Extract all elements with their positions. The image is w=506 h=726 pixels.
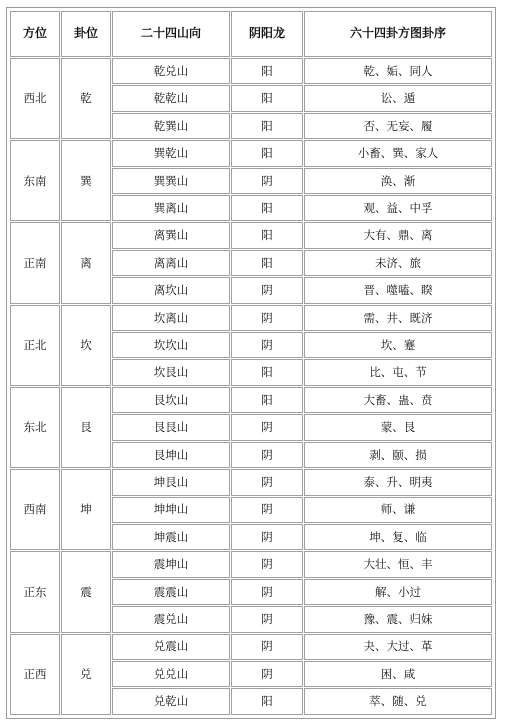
mountain-cell: 乾乾山 xyxy=(112,85,230,111)
table-row xyxy=(10,551,492,577)
mountain-cell: 坤坤山 xyxy=(112,497,230,523)
direction-cell: 西北 xyxy=(10,58,60,139)
table-row xyxy=(10,305,492,331)
mountain-cell: 兑震山 xyxy=(112,634,230,660)
yinyang-cell: 阴 xyxy=(231,661,303,687)
mountain-cell: 兑乾山 xyxy=(112,688,230,715)
header-direction: 方位 xyxy=(10,11,60,57)
hexagrams-cell: 比、屯、节 xyxy=(304,359,492,385)
hexagrams-cell: 剥、颐、损 xyxy=(304,442,492,468)
mountain-cell: 震坤山 xyxy=(112,551,230,577)
hexagrams-cell: 萃、随、兑 xyxy=(304,688,492,715)
yinyang-cell: 阳 xyxy=(231,113,303,139)
yinyang-cell: 阴 xyxy=(231,606,303,632)
yinyang-cell: 阳 xyxy=(231,222,303,248)
table-body xyxy=(10,58,492,715)
yinyang-cell: 阳 xyxy=(231,140,303,166)
hexagrams-cell: 乾、姤、同人 xyxy=(304,58,492,84)
hexagrams-cell: 豫、震、归妹 xyxy=(304,606,492,632)
yinyang-cell: 阳 xyxy=(231,359,303,385)
trigram-cell: 坎 xyxy=(61,305,111,386)
direction-cell: 正南 xyxy=(10,222,60,303)
mountain-cell: 坤震山 xyxy=(112,524,230,550)
mountain-cell: 离离山 xyxy=(112,250,230,276)
hexagrams-cell: 否、无妄、履 xyxy=(304,113,492,139)
header-hexagrams: 六十四卦方图卦序 xyxy=(304,11,492,57)
mountain-cell: 艮艮山 xyxy=(112,414,230,440)
mountain-cell: 艮坤山 xyxy=(112,442,230,468)
yinyang-cell: 阴 xyxy=(231,634,303,660)
table-row xyxy=(10,469,492,495)
yinyang-cell: 阳 xyxy=(231,195,303,221)
table-row xyxy=(10,58,492,84)
trigram-cell: 艮 xyxy=(61,387,111,468)
mountain-cell: 巽离山 xyxy=(112,195,230,221)
direction-cell: 东北 xyxy=(10,387,60,468)
hexagrams-cell: 讼、遁 xyxy=(304,85,492,111)
mountain-cell: 震震山 xyxy=(112,579,230,605)
mountain-cell: 离坎山 xyxy=(112,277,230,303)
mountain-cell: 巽巽山 xyxy=(112,168,230,194)
yinyang-cell: 阳 xyxy=(231,250,303,276)
table-frame xyxy=(6,7,496,719)
mountain-cell: 离巽山 xyxy=(112,222,230,248)
mountain-cell: 乾兑山 xyxy=(112,58,230,84)
table-row xyxy=(10,140,492,166)
hexagrams-cell: 大壮、恒、丰 xyxy=(304,551,492,577)
table-row xyxy=(10,387,492,413)
mountain-cell: 乾巽山 xyxy=(112,113,230,139)
hexagrams-cell: 坤、复、临 xyxy=(304,524,492,550)
mountain-cell: 坎艮山 xyxy=(112,359,230,385)
mountain-cell: 震兑山 xyxy=(112,606,230,632)
yinyang-cell: 阴 xyxy=(231,277,303,303)
direction-cell: 正北 xyxy=(10,305,60,386)
mountain-cell: 坎坎山 xyxy=(112,332,230,358)
yinyang-cell: 阴 xyxy=(231,332,303,358)
yinyang-cell: 阴 xyxy=(231,579,303,605)
direction-cell: 西南 xyxy=(10,469,60,550)
hexagrams-cell: 困、咸 xyxy=(304,661,492,687)
header-trigram: 卦位 xyxy=(61,11,111,57)
hexagrams-cell: 未济、旅 xyxy=(304,250,492,276)
hexagrams-cell: 观、益、中孚 xyxy=(304,195,492,221)
hexagrams-cell: 解、小过 xyxy=(304,579,492,605)
yinyang-cell: 阴 xyxy=(231,524,303,550)
hexagrams-cell: 蒙、艮 xyxy=(304,414,492,440)
yinyang-cell: 阴 xyxy=(231,414,303,440)
trigram-cell: 离 xyxy=(61,222,111,303)
trigram-cell: 乾 xyxy=(61,58,111,139)
yinyang-cell: 阴 xyxy=(231,551,303,577)
trigram-cell: 坤 xyxy=(61,469,111,550)
mountain-cell: 巽乾山 xyxy=(112,140,230,166)
yinyang-cell: 阳 xyxy=(231,387,303,413)
trigram-cell: 震 xyxy=(61,551,111,632)
table-row xyxy=(10,634,492,660)
direction-cell: 正东 xyxy=(10,551,60,632)
table-row xyxy=(10,222,492,248)
mountain-cell: 艮坎山 xyxy=(112,387,230,413)
yinyang-cell: 阴 xyxy=(231,469,303,495)
mountain-cell: 坤艮山 xyxy=(112,469,230,495)
mountain-cell: 兑兑山 xyxy=(112,661,230,687)
hexagrams-cell: 需、井、既济 xyxy=(304,305,492,331)
yinyang-cell: 阴 xyxy=(231,497,303,523)
hexagrams-cell: 大畜、蛊、贲 xyxy=(304,387,492,413)
hexagrams-cell: 涣、渐 xyxy=(304,168,492,194)
hexagrams-cell: 大有、鼎、离 xyxy=(304,222,492,248)
hexagrams-cell: 泰、升、明夷 xyxy=(304,469,492,495)
hexagrams-cell: 小畜、巽、家人 xyxy=(304,140,492,166)
trigram-cell: 巽 xyxy=(61,140,111,221)
yinyang-cell: 阳 xyxy=(231,688,303,715)
header-yinyang: 阴阳龙 xyxy=(231,11,303,57)
yinyang-cell: 阳 xyxy=(231,58,303,84)
header-mountain: 二十四山向 xyxy=(112,11,230,57)
hexagrams-cell: 夬、大过、革 xyxy=(304,634,492,660)
yinyang-cell: 阴 xyxy=(231,305,303,331)
yinyang-cell: 阳 xyxy=(231,85,303,111)
hexagrams-cell: 坎、蹇 xyxy=(304,332,492,358)
yinyang-cell: 阴 xyxy=(231,442,303,468)
direction-cell: 东南 xyxy=(10,140,60,221)
hexagrams-cell: 师、谦 xyxy=(304,497,492,523)
yinyang-cell: 阴 xyxy=(231,168,303,194)
feng-shui-table xyxy=(9,10,493,716)
direction-cell: 正西 xyxy=(10,634,60,715)
trigram-cell: 兑 xyxy=(61,634,111,715)
header-row xyxy=(10,11,492,57)
hexagrams-cell: 晋、噬嗑、睽 xyxy=(304,277,492,303)
mountain-cell: 坎离山 xyxy=(112,305,230,331)
